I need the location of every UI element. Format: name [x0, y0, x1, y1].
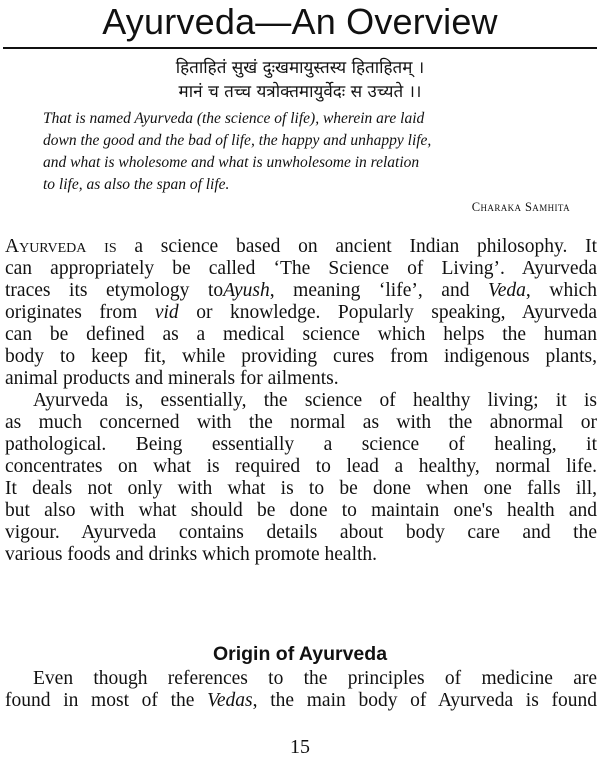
section-heading: Origin of Ayurveda	[212, 643, 388, 665]
p1-line-3: traces its etymology toAyush, meaning ‘life’, and Veda, which	[5, 280, 598, 301]
p2-line-3: pathological. Being essentially a science of healing, it	[5, 434, 597, 455]
paragraph-2	[5, 390, 597, 566]
p1-line-5: can be defined as a medical science which helps the human	[5, 324, 597, 345]
translation-line-1: That is named Ayurveda (the science of life), wherein are laid	[43, 110, 425, 127]
translation-line-2: down the good and the bad of life, the happy and unhappy life,	[43, 132, 432, 149]
epigraph-source: Charaka Samhita	[471, 200, 570, 214]
sanskrit-verse-line-1: हिताहितं सुखं दुःखमायुस्तस्य हिताहितम् ।	[175, 58, 425, 78]
p3-line-2: found in most of the Vedas, the main body of Ayurveda is found	[5, 690, 598, 711]
p1-line-7: animal products and minerals for ailments.	[5, 368, 339, 389]
paragraph-3	[5, 668, 597, 712]
p1-line-6: body to keep fit, while providing cures from indigenous plants,	[5, 346, 597, 367]
title-rule	[3, 47, 597, 49]
sanskrit-verse-line-2: मानं च तच्च यत्रोक्तमायुर्वेदः स उच्यते ।।	[178, 82, 422, 102]
p2-line-7: vigour. Ayurveda contains details about body care and the	[5, 522, 597, 543]
translation-line-3: and what is wholesome and what is unwholesome in relation	[43, 154, 420, 171]
p2-line-1: Ayurveda is, essentially, the science of healthy living; it is	[33, 390, 597, 411]
paragraph-1	[5, 236, 597, 390]
p2-line-6: but also with what should be done to maintain one's health and	[5, 500, 597, 521]
p1-line-4: originates from vid or knowledge. Popularly speaking, Ayurveda	[5, 302, 597, 323]
p2-line-8: various foods and drinks which promote health.	[5, 544, 378, 565]
p1-line-1: Ayurveda is a science based on ancient Indian philosophy. It	[5, 236, 597, 257]
p2-line-4: concentrates on what is required to lead a healthy, normal life.	[5, 456, 597, 477]
p2-line-5: It deals not only with what is to be done when one falls ill,	[5, 478, 597, 499]
page-number: 15	[290, 736, 310, 758]
p2-line-2: as much concerned with the normal as with the abnormal or	[5, 412, 597, 433]
p3-line-1: Even though references to the principles of medicine are	[33, 668, 597, 689]
p1-line-2: can appropriately be called ‘The Science of Living’. Ayurveda	[5, 258, 597, 279]
epigraph-translation	[43, 108, 591, 196]
chapter-title: Ayurveda—An Overview	[102, 1, 498, 42]
translation-line-4: to life, as also the span of life.	[43, 176, 230, 193]
p1-lead: Ayurveda is	[5, 236, 117, 257]
